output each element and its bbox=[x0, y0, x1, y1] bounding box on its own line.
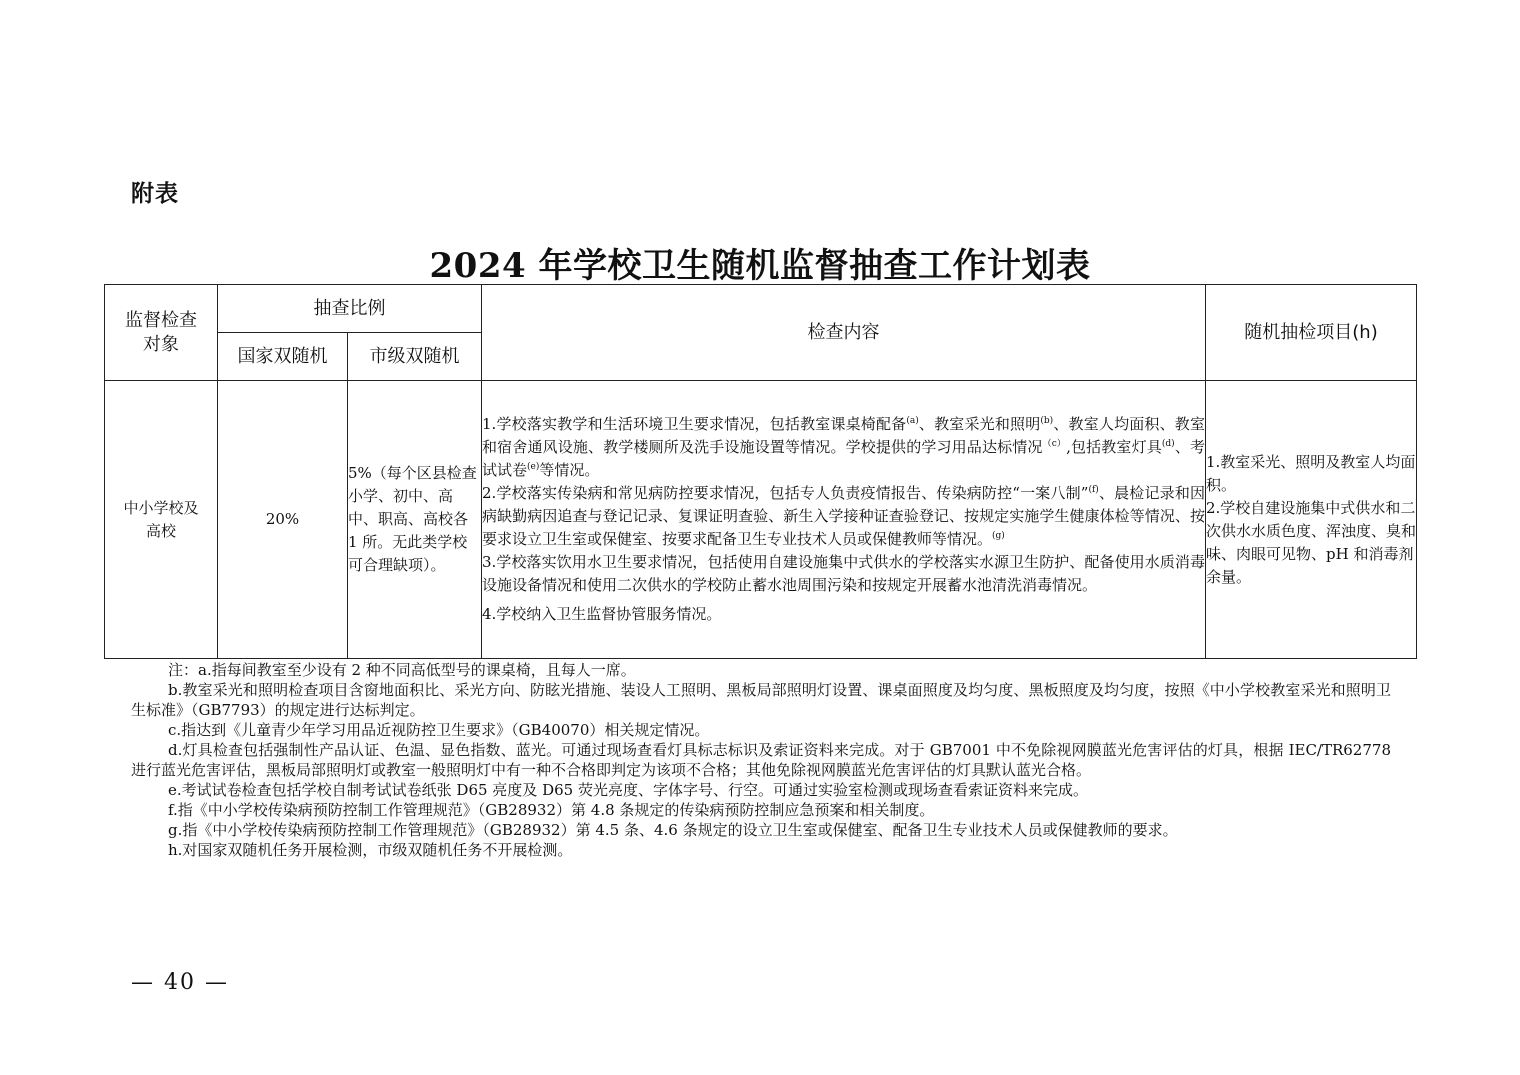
note-a: 注：a.指每间教室至少设有 2 种不同高低型号的课桌椅，且每人一席。 bbox=[168, 661, 636, 679]
inspection-plan-table bbox=[104, 284, 1417, 659]
header-content: 检查内容 bbox=[482, 285, 1206, 381]
header-row-1 bbox=[105, 285, 1417, 333]
note-d: d.灯具检查包括强制性产品认证、色温、显色指数、蓝光。可通过现场查看灯具标志标识及索证资料来完成。对于 GB7001 中不免除视网膜蓝光危害评估的灯具，根据 IEC/TR62778 进行蓝光危害评估，黑板局部照明灯或教室一般照明灯中有一种不合格即判定为该项不合格；其他免除视网膜蓝光危害评估的灯具默认蓝光合格。 bbox=[131, 741, 1391, 779]
note-e: e.考试试卷检查包括学校自制考试试卷纸张 D65 亮度及 D65 荧光亮度、字体字号、行空。可通过实验室检测或现场查看索证资料来完成。 bbox=[168, 781, 1088, 799]
content-item-3: 3.学校落实饮用水卫生要求情况，包括使用自建设施集中式供水的学校落实水源卫生防护、配备使用水质消毒设施设备情况和使用二次供水的学校防止蓄水池周围污染和按规定开展蓄水池清洗消毒情况。 bbox=[482, 553, 1205, 594]
cell-national-ratio: 20% bbox=[218, 381, 348, 659]
note-c: c.指达到《儿童青少年学习用品近视防控卫生要求》（GB40070）相关规定情况。 bbox=[168, 721, 710, 739]
note-b: b.教室采光和照明检查项目含窗地面积比、采光方向、防眩光措施、装设人工照明、黑板局部照明灯设置、课桌面照度及均匀度、黑板照度及均匀度，按照《中小学校教室采光和照明卫生标准》（GB7793）的规定进行达标判定。 bbox=[131, 681, 1391, 719]
cell-random-items bbox=[1206, 381, 1417, 659]
content-item-2: 2.学校落实传染病和常见病防控要求情况，包括专人负责疫情报告、传染病防控“一案八制”$^{(f)}$、晨检记录和因病缺勤病因追查与登记记录、复课证明查验、新生入学接种证查验登记、按规定实施学生健康体检等情况、按要求设立卫生室或保健室、按要求配备卫生专业技术人员或保健教师等情况。$^{(g)}$ bbox=[482, 484, 1205, 548]
content-item-1: 1.学校落实教学和生活环境卫生要求情况，包括教室课桌椅配备$^{(a)}$、教室采光和照明$^{(b)}$、教室人均面积、教室和宿舍通风设施、教学楼厕所及洗手设施设置等情况。学校提供的学习用品达标情况$^{(c)}$,包括教室灯具$^{(d)}$、考试试卷$^{(e)}$等情况。 bbox=[482, 415, 1205, 479]
header-random-items: 随机抽检项目(h) bbox=[1206, 285, 1417, 381]
random-item-2: 2.学校自建设施集中式供水和二次供水水质色度、浑浊度、臭和味、肉眼可见物、pH 和消毒剂余量。 bbox=[1206, 498, 1417, 586]
note-g: g.指《中小学校传染病预防控制工作管理规范》（GB28932）第 4.5 条、4.6 条规定的设立卫生室或保健室、配备卫生专业技术人员或保健教师的要求。 bbox=[168, 821, 1178, 839]
appendix-label: 附表 bbox=[131, 181, 179, 207]
notes-section bbox=[131, 660, 1391, 860]
header-ratio: 抽查比例 bbox=[218, 285, 482, 333]
cell-object: 中小学校及高校 bbox=[105, 381, 218, 659]
document-title: 2024 年学校卫生随机监督抽查工作计划表 bbox=[429, 246, 1091, 286]
page-number: — 40 — bbox=[131, 970, 229, 995]
content-item-4: 4.学校纳入卫生监督协管服务情况。 bbox=[482, 605, 722, 623]
note-h: h.对国家双随机任务开展检测，市级双随机任务不开展检测。 bbox=[168, 841, 573, 859]
random-item-1: 1.教室采光、照明及教室人均面积。 bbox=[1206, 452, 1416, 494]
cell-inspection-content bbox=[482, 381, 1206, 659]
cell-municipal-ratio: 5%（每个区县检查小学、初中、高中、职高、高校各 1 所。无此类学校可合理缺项）。 bbox=[348, 381, 482, 659]
table-row bbox=[105, 381, 1417, 659]
header-national: 国家双随机 bbox=[218, 333, 348, 381]
header-municipal: 市级双随机 bbox=[348, 333, 482, 381]
header-object: 监督检查对象 bbox=[105, 285, 218, 381]
note-f: f.指《中小学校传染病预防控制工作管理规范》（GB28932）第 4.8 条规定的传染病预防控制应急预案和相关制度。 bbox=[168, 801, 935, 819]
